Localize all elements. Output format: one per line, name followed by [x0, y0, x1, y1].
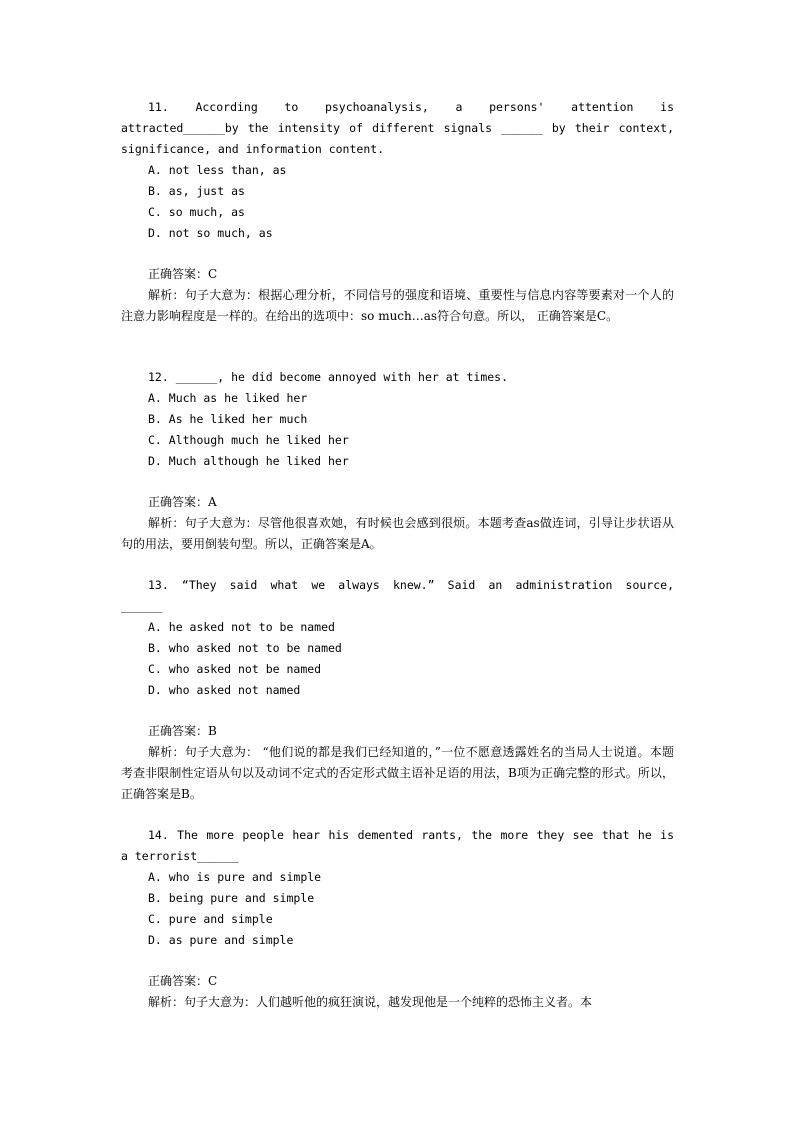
question-stem-line: 13. “They said what we always knew.” Said an administration source, — [148, 578, 674, 592]
explanation: 解析：句子大意为： “他们说的都是我们已经知道的，”一位不愿意透露姓名的当局人士说道。本题考查非限制性定语从句以及动词不定式的否定形式做主语补足语的用法，B项为正确完整的形式。所以，正确答案是B。 — [121, 745, 674, 801]
explanation: 解析：句子大意为：人们越听他的疯狂演说，越发现他是一个纯粹的恐怖主义者。本 — [148, 995, 593, 1009]
correct-answer: 正确答案：B — [148, 724, 217, 738]
question-stem-line: 14. The more people hear his demented rants, the more they see that he is — [148, 828, 674, 842]
option-c: C. so much, as — [148, 205, 245, 219]
option-b: B. As he liked her much — [148, 412, 308, 426]
correct-answer: 正确答案：C — [148, 267, 218, 281]
option-c: C. pure and simple — [148, 912, 273, 926]
option-d: D. as pure and simple — [148, 933, 294, 947]
option-d: D. Much although he liked her — [148, 454, 349, 468]
option-a: A. not less than, as — [148, 163, 287, 177]
correct-answer: 正确答案：C — [148, 974, 218, 988]
question-11 — [121, 97, 674, 327]
question-stem-line: ______ — [121, 599, 163, 613]
option-b: B. being pure and simple — [148, 891, 315, 905]
option-d: D. not so much, as — [148, 226, 273, 240]
question-stem-line: significance, and information content. — [121, 142, 385, 156]
correct-answer: 正确答案：A — [148, 495, 217, 509]
question-14 — [121, 825, 674, 1013]
question-13 — [121, 575, 674, 805]
option-b: B. as, just as — [148, 184, 245, 198]
question-12 — [121, 367, 674, 555]
question-stem-line: 11. According to psychoanalysis, a persons' attention is — [148, 100, 674, 114]
option-a: A. he asked not to be named — [148, 620, 335, 634]
option-b: B. who asked not to be named — [148, 641, 342, 655]
option-a: A. who is pure and simple — [148, 870, 322, 884]
question-stem-line: attracted______by the intensity of different signals ______ by their context, — [121, 121, 674, 135]
option-c: C. who asked not be named — [148, 662, 322, 676]
option-a: A. Much as he liked her — [148, 391, 308, 405]
option-d: D. who asked not named — [148, 683, 301, 697]
question-stem-line: 12. ______, he did become annoyed with her at times. — [148, 370, 509, 384]
explanation: 解析：句子大意为：尽管他很喜欢她，有时候也会感到很烦。本题考查as做连词，引导让步状语从句的用法，要用倒装句型。所以，正确答案是A。 — [121, 516, 674, 551]
option-c: C. Although much he liked her — [148, 433, 349, 447]
explanation: 解析：句子大意为：根据心理分析，不同信号的强度和语境、重要性与信息内容等要素对一个人的注意力影响程度是一样的。在给出的选项中：so much…as符合句意。所以， 正确答案是C。 — [121, 288, 674, 323]
question-stem-line: a terrorist______ — [121, 849, 239, 863]
